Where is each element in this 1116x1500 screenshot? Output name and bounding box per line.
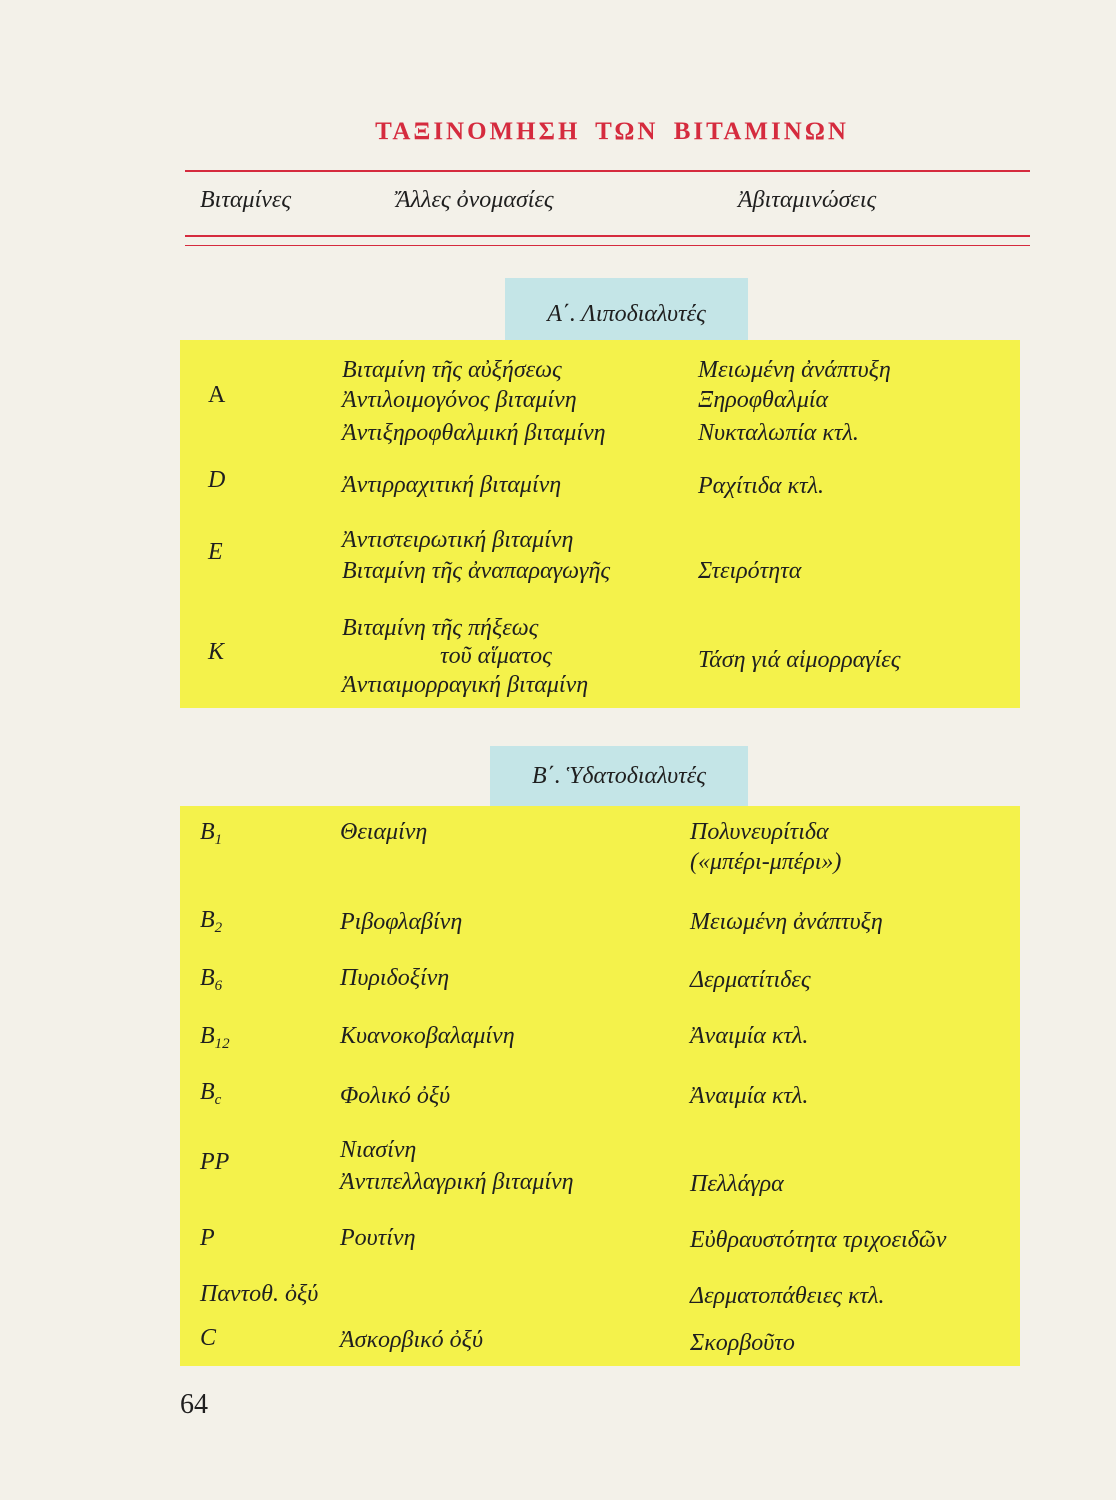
other-name-line: Ρουτίνη (340, 1225, 416, 1251)
avitaminosis-line: Πολυνευρίτιδα (690, 819, 829, 845)
header-avitaminoses: Ἀβιταμινώσεις (738, 187, 877, 213)
other-name-line: Κυανοκοβαλαμίνη (340, 1023, 515, 1049)
vitamin-letter: B (200, 907, 215, 933)
avitaminosis-line: Τάση γιά αἱμορραγίες (698, 647, 901, 673)
vitamin-label: A (208, 382, 226, 408)
avitaminosis-line: Ραχίτιδα κτλ. (698, 473, 824, 499)
vitamin-subscript: c (214, 1092, 222, 1108)
vitamin-label (200, 818, 222, 846)
other-name-line: Βιταμίνη τῆς πήξεως (342, 615, 539, 641)
header-other-names: Ἄλλες ὀνομασίες (396, 187, 554, 213)
vitamin-label (200, 1022, 230, 1050)
vitamin-label: PP (200, 1149, 230, 1175)
other-name-line: Ἀντιαιμορραγική βιταμίνη (342, 672, 589, 698)
section-a-label: Α΄. Λιποδιαλυτές (547, 301, 706, 327)
section-b-tag (490, 746, 748, 806)
vitamin-label (200, 906, 222, 934)
other-name-line: Νιασίνη (340, 1137, 417, 1163)
vitamin-letter: B (200, 819, 215, 845)
vitamin-letter: B (200, 965, 215, 991)
avitaminosis-line: Μειωμένη ἀνάπτυξη (698, 357, 891, 383)
header-rule-lower (185, 245, 1030, 246)
vitamin-letter: B (200, 1079, 215, 1105)
other-name-line: Θειαμίνη (340, 819, 428, 845)
vitamin-label (200, 964, 222, 992)
vitamin-label: Παντοθ. ὀξύ (200, 1281, 319, 1307)
avitaminosis-line: Δερματίτιδες (690, 967, 811, 993)
other-name-line: Φολικό ὀξύ (340, 1083, 451, 1109)
other-name-line: Πυριδοξίνη (340, 965, 450, 991)
other-name-line: Ἀντιλοιμογόνος βιταμίνη (342, 387, 577, 413)
avitaminosis-line: Στειρότητα (698, 558, 802, 584)
avitaminosis-line: Νυκταλωπία κτλ. (698, 420, 859, 446)
vitamin-subscript: 1 (214, 832, 223, 848)
section-b-label: Β΄. Ὑδατοδιαλυτές (532, 763, 706, 789)
avitaminosis-line: Δερματοπάθειες κτλ. (690, 1283, 885, 1309)
other-name-line: Ἀσκορβικό ὀξύ (340, 1327, 483, 1353)
title-rule (185, 170, 1030, 172)
other-name-line: Βιταμίνη τῆς αὐξήσεως (342, 357, 562, 383)
avitaminosis-line: Ξηροφθαλμία (698, 387, 829, 413)
other-name-line: Ἀντιρραχιτική βιταμίνη (342, 472, 562, 498)
header-vitamins: Βιταμίνες (200, 187, 292, 213)
vitamin-subscript: 6 (214, 978, 223, 994)
vitamin-label (200, 1078, 221, 1106)
other-name-line: Βιταμίνη τῆς ἀναπαραγωγῆς (342, 558, 611, 584)
other-name-line: Ἀντιπελλαγρική βιταμίνη (340, 1169, 574, 1195)
vitamin-label: E (208, 539, 223, 565)
other-name-line: Ριβοφλαβίνη (340, 909, 463, 935)
header-rule-upper (185, 235, 1030, 237)
avitaminosis-line: Σκορβοῦτο (690, 1330, 795, 1356)
avitaminosis-line: Ἀναιμία κτλ. (690, 1083, 809, 1109)
page-number: 64 (180, 1389, 208, 1420)
other-name-line: τοῦ αἵματος (440, 643, 552, 669)
page-title: ΤΑΞΙΝΟΜΗΣΗ ΤΩΝ ΒΙΤΑΜΙΝΩΝ (375, 118, 849, 145)
other-name-line: Ἀντιστειρωτική βιταμίνη (342, 527, 574, 553)
avitaminosis-line: («μπέρι-μπέρι») (690, 849, 842, 875)
vitamin-label: P (200, 1225, 215, 1251)
other-name-line: Ἀντιξηροφθαλμική βιταμίνη (342, 420, 606, 446)
vitamin-label: K (208, 639, 225, 665)
avitaminosis-line: Εὐθραυστότητα τριχοειδῶν (690, 1227, 947, 1253)
vitamin-subscript: 12 (214, 1036, 230, 1052)
avitaminosis-line: Ἀναιμία κτλ. (690, 1023, 809, 1049)
vitamin-label: C (200, 1325, 217, 1351)
avitaminosis-line: Πελλάγρα (690, 1171, 784, 1197)
section-a-tag (505, 278, 748, 340)
avitaminosis-line: Μειωμένη ἀνάπτυξη (690, 909, 883, 935)
vitamin-label: D (208, 467, 226, 493)
vitamin-letter: B (200, 1023, 215, 1049)
vitamin-subscript: 2 (214, 920, 223, 936)
